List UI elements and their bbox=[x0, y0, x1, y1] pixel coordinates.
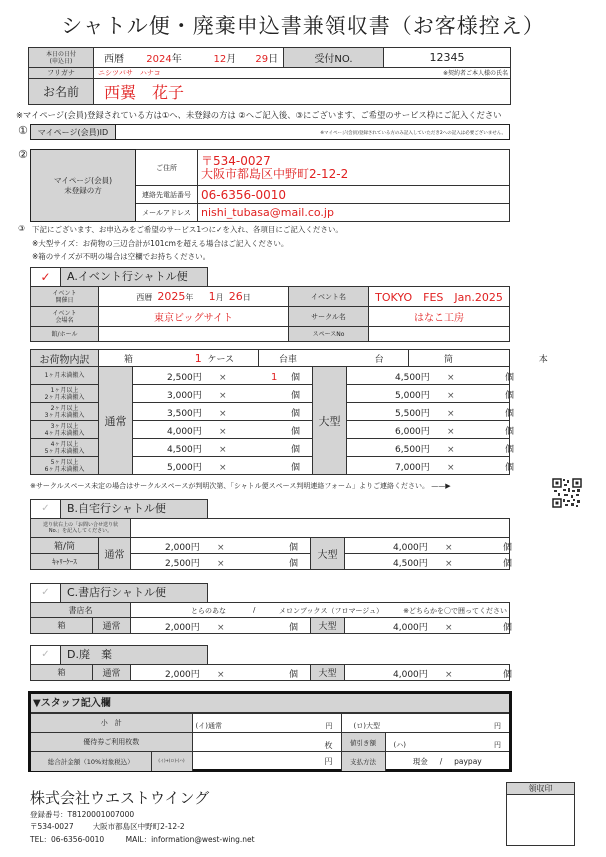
period1: 4ヶ月以上 bbox=[50, 440, 79, 448]
service-b-large-row-2[interactable] bbox=[345, 554, 513, 570]
period-label bbox=[31, 367, 99, 385]
times: × bbox=[219, 391, 227, 401]
unit: 個 bbox=[505, 427, 515, 437]
service-a-header bbox=[30, 267, 208, 287]
label-line2: 未登録の方 bbox=[64, 185, 102, 195]
period2: 2ヶ月未満搬入 bbox=[44, 393, 85, 401]
unregistered-label bbox=[31, 150, 136, 222]
unit: 個 bbox=[291, 445, 301, 455]
month-unit: 月 bbox=[215, 293, 224, 302]
large-price: 5,500円 bbox=[395, 409, 430, 419]
unit: 個 bbox=[289, 623, 299, 633]
unit: 個 bbox=[289, 543, 299, 553]
large-price-field[interactable] bbox=[347, 421, 515, 439]
unit: 個 bbox=[505, 445, 515, 455]
box-count-field[interactable] bbox=[99, 350, 259, 367]
phone-label: 連絡先電話番号 bbox=[136, 186, 198, 204]
service-c-checkbox[interactable]: ✓ bbox=[31, 584, 61, 602]
tube-label: 筒 bbox=[444, 354, 454, 365]
service-c-table bbox=[30, 602, 513, 634]
application-date[interactable] bbox=[94, 48, 284, 68]
label-line1: マイページ(会員) bbox=[53, 175, 113, 185]
discount-label: 値引き額 bbox=[341, 733, 385, 752]
unit: 個 bbox=[291, 373, 301, 383]
tube-count-field[interactable] bbox=[409, 350, 548, 367]
normal-price: 2,000円 bbox=[165, 670, 200, 680]
large-size-label: 大型 bbox=[313, 367, 347, 475]
company-contact bbox=[30, 834, 255, 845]
box-qty: 1 bbox=[194, 351, 202, 365]
large-size-note: ※大型サイズ：お荷物の三辺合計が101cmを超える場合はご記入ください。 bbox=[32, 239, 289, 248]
normal-price-field[interactable] bbox=[133, 385, 313, 403]
period2: 5ヶ月未満搬入 bbox=[44, 447, 85, 455]
discount-field[interactable] bbox=[385, 733, 509, 752]
mail: MAIL：information@west-wing.net bbox=[125, 835, 255, 844]
staff-table bbox=[31, 713, 509, 771]
unit: 個 bbox=[291, 409, 301, 419]
coupon-count-label: 優待券ご利用枚数 bbox=[31, 733, 192, 752]
unit: 個 bbox=[505, 409, 515, 419]
qr-code-icon[interactable] bbox=[552, 478, 582, 508]
normal-label: (イ)通常 bbox=[195, 722, 222, 730]
normal-price: 5,000円 bbox=[167, 463, 202, 473]
period1: 1ヶ月未満搬入 bbox=[44, 372, 85, 379]
applicant-header-table bbox=[28, 47, 511, 105]
yen: 円 bbox=[494, 741, 501, 749]
venue-label1: イベント bbox=[52, 309, 77, 317]
payment-label: 支払方法 bbox=[341, 752, 385, 771]
normal-price-field[interactable] bbox=[133, 439, 313, 457]
discount-prefix: (ハ) bbox=[393, 741, 406, 749]
phone-field[interactable]: 06-6356-0010 bbox=[198, 186, 510, 204]
period-label bbox=[31, 457, 99, 475]
store-note: ※どちらかを〇で囲ってください bbox=[403, 607, 507, 615]
period2: 3ヶ月未満搬入 bbox=[44, 411, 85, 419]
times: × bbox=[445, 559, 453, 569]
name-field[interactable]: 西翼 花子 bbox=[94, 79, 511, 105]
service-b-normal-label: 通常 bbox=[99, 538, 131, 570]
date-label-line1: 本日の日付 bbox=[45, 50, 76, 58]
service-c-title: C.書店行シャトル便 bbox=[61, 584, 207, 602]
large-price: 4,500円 bbox=[395, 373, 430, 383]
service-d-normal-label: 通常 bbox=[93, 665, 131, 681]
tracking-label bbox=[31, 519, 131, 538]
space-note: ※サークルスペース未定の場合はサークルスペースが判明次第、「シャトル便スペース判明連絡フォーム」よりご連絡ください。 bbox=[30, 482, 429, 490]
store-separator: / bbox=[253, 606, 256, 614]
space-field[interactable] bbox=[369, 327, 510, 342]
service-b-normal-row-2[interactable] bbox=[131, 554, 311, 570]
period-label bbox=[31, 385, 99, 403]
service-d-table bbox=[30, 664, 513, 681]
payment-method-field[interactable] bbox=[385, 752, 509, 771]
normal-price: 2,500円 bbox=[165, 559, 200, 569]
receipt-no[interactable]: 12345 bbox=[384, 48, 511, 68]
arrow-icon: ——▶ bbox=[431, 482, 451, 490]
member-instruction: ※マイページ(会員)登録されている方は①へ、未登録の方は ②へご記入後、③にございます、ご希望のサービス枠にご記入ください bbox=[16, 110, 502, 120]
postal: 〒534-0027 bbox=[30, 822, 74, 831]
total-formula: (イ)+(ロ)-(ハ) bbox=[151, 752, 192, 771]
receipt-no-label: 受付NO. bbox=[284, 48, 384, 68]
staff-section-title: ▼スタッフ記入欄 bbox=[31, 694, 509, 713]
furigana-label: フリガナ bbox=[29, 68, 94, 79]
period1: 1ヶ月以上 bbox=[50, 386, 79, 394]
unit: 個 bbox=[503, 559, 513, 569]
circle-field[interactable]: はなこ工房 bbox=[369, 307, 510, 327]
times: × bbox=[447, 445, 455, 455]
venue-label2: 会場名 bbox=[55, 316, 74, 324]
large-price: 4,500円 bbox=[393, 559, 428, 569]
large-price-field[interactable] bbox=[347, 403, 515, 421]
email-field[interactable]: nishi_tubasa@mail.co.jp bbox=[198, 204, 510, 222]
tel: TEL：06-6356-0010 bbox=[30, 835, 105, 844]
unknown-size-note: ※箱のサイズが不明の場合は空欄でお持ちください。 bbox=[32, 252, 211, 261]
large-price: 6,500円 bbox=[395, 445, 430, 455]
normal-price: 2,000円 bbox=[165, 623, 200, 633]
total-field[interactable] bbox=[192, 752, 341, 771]
tracking-label2: No.」を記入してください。 bbox=[48, 528, 113, 534]
store-name-field[interactable] bbox=[131, 603, 510, 618]
payment-cash[interactable]: 現金 bbox=[412, 756, 428, 766]
service-a-checkbox[interactable]: ✓ bbox=[31, 268, 61, 286]
unit: 個 bbox=[289, 670, 299, 680]
total-label: 総合計金額（10%対象税込） bbox=[31, 752, 151, 771]
event-date-label bbox=[31, 287, 99, 307]
normal-price-field[interactable] bbox=[133, 421, 313, 439]
staff-section bbox=[28, 691, 512, 772]
large-price: 4,000円 bbox=[393, 623, 428, 633]
day-unit: 日 bbox=[242, 293, 251, 302]
service-c-box-label: 箱 bbox=[31, 618, 93, 634]
normal-price: 2,500円 bbox=[167, 373, 202, 383]
unit: 個 bbox=[291, 391, 301, 401]
times: × bbox=[447, 391, 455, 401]
times: × bbox=[219, 373, 227, 383]
service-b-large-row-1[interactable] bbox=[345, 538, 513, 554]
era: 西暦 bbox=[104, 54, 124, 65]
normal-price: 4,000円 bbox=[167, 427, 202, 437]
year: 2024 bbox=[146, 54, 172, 65]
service-d-checkbox[interactable]: ✓ bbox=[31, 646, 61, 664]
large-price-field[interactable] bbox=[347, 385, 515, 403]
service-d-box-label: 箱 bbox=[31, 665, 93, 681]
store-name-label: 書店名 bbox=[31, 603, 131, 618]
large-price-field[interactable] bbox=[347, 367, 515, 385]
cart-label: 台車 bbox=[279, 354, 298, 365]
times: × bbox=[219, 445, 227, 455]
payment-paypay[interactable]: paypay bbox=[454, 756, 482, 766]
service-c-normal-label: 通常 bbox=[93, 618, 131, 634]
box-label: 箱 bbox=[124, 354, 134, 365]
price-row bbox=[31, 367, 510, 385]
large-price-field[interactable] bbox=[347, 457, 515, 475]
year-unit: 年 bbox=[171, 54, 182, 65]
service-b-table bbox=[30, 518, 513, 570]
coupon-count-field[interactable] bbox=[192, 733, 341, 752]
times: × bbox=[219, 427, 227, 437]
company-registration: 登録番号：T8120001007000 bbox=[30, 810, 135, 819]
unit: 個 bbox=[505, 391, 515, 401]
receipt-stamp-box bbox=[506, 782, 575, 846]
unit: 個 bbox=[503, 543, 513, 553]
large-price: 7,000円 bbox=[395, 463, 430, 473]
address: 大阪市都島区中野町2-12-2 bbox=[92, 822, 185, 831]
service-d-large-label: 大型 bbox=[311, 665, 345, 681]
date-label-line2: (申込日) bbox=[49, 57, 73, 65]
service-c-large-label: 大型 bbox=[311, 618, 345, 634]
day-unit: 日 bbox=[268, 54, 279, 65]
period1: 2ヶ月以上 bbox=[50, 404, 79, 412]
service-c-large-field[interactable] bbox=[345, 618, 513, 634]
period-label bbox=[31, 403, 99, 421]
times: × bbox=[445, 670, 453, 680]
mypage-id-note: ※マイページ(会員)登録されている方のみ記入していただき2への記入は必要ございません。 bbox=[320, 131, 506, 136]
yen: 円 bbox=[324, 757, 333, 766]
service-d-header bbox=[30, 645, 208, 665]
large-price: 4,000円 bbox=[393, 670, 428, 680]
times: × bbox=[219, 409, 227, 419]
month: 1 bbox=[208, 290, 216, 303]
unit: 個 bbox=[505, 463, 515, 473]
tracking-label1: 送り状右上の「お問い合せ送り状 bbox=[43, 522, 119, 528]
venue-label bbox=[31, 307, 99, 327]
times: × bbox=[219, 463, 227, 473]
normal-price-field[interactable] bbox=[133, 403, 313, 421]
service-d-normal-field[interactable] bbox=[131, 665, 311, 681]
payment-sep: / bbox=[439, 756, 443, 766]
day: 29 bbox=[255, 54, 269, 65]
tracking-field[interactable] bbox=[131, 519, 510, 538]
space-label: スペースNo bbox=[289, 327, 369, 342]
furigana-note: ※契約者ご本人様の氏名 bbox=[442, 70, 508, 77]
large-price: 6,000円 bbox=[395, 427, 430, 437]
year: 2025 bbox=[157, 290, 186, 303]
times: × bbox=[447, 373, 455, 383]
times: × bbox=[445, 623, 453, 633]
carry-case-label: ｷｬﾘｰｹｰｽ bbox=[31, 554, 99, 570]
service-d-title: D.廃 棄 bbox=[61, 646, 207, 664]
store-toranoana[interactable]: とらのあな bbox=[191, 607, 226, 615]
hall-label: 館/ホール bbox=[31, 327, 99, 342]
normal-qty: 1 bbox=[271, 372, 278, 383]
service-a-title: A.イベント行シャトル便 bbox=[61, 268, 207, 286]
circle-label: サークル名 bbox=[289, 307, 369, 327]
times: × bbox=[217, 543, 225, 553]
section-1-number: ① bbox=[18, 124, 28, 137]
times: × bbox=[217, 623, 225, 633]
service-b-header bbox=[30, 499, 208, 519]
normal-price: 3,500円 bbox=[167, 409, 202, 419]
company-name: 株式会社ウエストウイング bbox=[30, 789, 210, 807]
period2: 4ヶ月未満搬入 bbox=[44, 429, 85, 437]
name-label: お名前 bbox=[29, 79, 94, 105]
service-a-breakdown-row bbox=[30, 349, 548, 367]
cart-unit: 台 bbox=[374, 354, 384, 365]
unit: 個 bbox=[291, 463, 301, 473]
normal-price: 4,500円 bbox=[167, 445, 202, 455]
times: × bbox=[217, 670, 225, 680]
period-label bbox=[31, 421, 99, 439]
furigana-value: ニシツバサ ハナコ bbox=[98, 69, 161, 77]
period-label bbox=[31, 439, 99, 457]
large-label: (ロ)大型 bbox=[353, 722, 380, 730]
month-unit: 月 bbox=[226, 54, 237, 65]
section-2-table bbox=[30, 149, 510, 222]
service-b-normal-row-1[interactable] bbox=[131, 538, 311, 554]
era: 西暦 bbox=[136, 293, 153, 302]
period2: 6ヶ月未満搬入 bbox=[44, 465, 85, 473]
case-label: ケース bbox=[207, 354, 235, 365]
times: × bbox=[447, 463, 455, 473]
month: 12 bbox=[213, 54, 227, 65]
normal-size-label: 通常 bbox=[99, 367, 133, 475]
address-label: ご住所 bbox=[136, 150, 198, 186]
period1: 3ヶ月以上 bbox=[50, 422, 79, 430]
times: × bbox=[445, 543, 453, 553]
section-3-number: ③ bbox=[18, 224, 26, 233]
service-b-title: B.自宅行シャトル便 bbox=[61, 500, 207, 518]
venue-field[interactable]: 東京ビッグサイト bbox=[99, 307, 289, 327]
times: × bbox=[447, 409, 455, 419]
service-d-large-field[interactable] bbox=[345, 665, 513, 681]
event-name-field[interactable]: TOKYO FES Jan.2025 bbox=[369, 287, 510, 307]
mypage-id-label: マイページ(会員)ID bbox=[31, 125, 116, 140]
subtotal-large-field[interactable] bbox=[341, 714, 509, 733]
subtotal-normal-field[interactable] bbox=[192, 714, 341, 733]
page-title: シャトル便・廃棄申込書兼領収書（お客様控え） bbox=[61, 14, 545, 38]
unit: 個 bbox=[291, 427, 301, 437]
normal-price: 3,000円 bbox=[167, 391, 202, 401]
yen: 円 bbox=[494, 722, 501, 730]
address-value: 大阪市都島区中野町2-12-2 bbox=[201, 166, 349, 181]
company-address bbox=[30, 821, 185, 832]
service-b-checkbox[interactable]: ✓ bbox=[31, 500, 61, 518]
normal-price: 2,000円 bbox=[165, 543, 200, 553]
large-price: 5,000円 bbox=[395, 391, 430, 401]
postal-code: 〒534-0027 bbox=[201, 153, 271, 168]
unit: 個 bbox=[505, 373, 515, 383]
period1: 5ヶ月以上 bbox=[50, 458, 79, 466]
furigana-field[interactable] bbox=[94, 68, 511, 79]
receipt-stamp-label: 領収印 bbox=[507, 783, 574, 795]
event-name-label: イベント名 bbox=[289, 287, 369, 307]
subtotal-label: 小 計 bbox=[31, 714, 192, 733]
times: × bbox=[217, 559, 225, 569]
normal-price-field[interactable] bbox=[133, 457, 313, 475]
service-a-event-table bbox=[30, 286, 510, 342]
date-label bbox=[29, 48, 94, 68]
service-b-large-label: 大型 bbox=[311, 538, 345, 570]
tube-unit: 本 bbox=[538, 354, 548, 365]
box-tube-label: 箱/筒 bbox=[31, 538, 99, 554]
email-label: メールアドレス bbox=[136, 204, 198, 222]
space-note bbox=[30, 481, 451, 491]
unit: 個 bbox=[503, 623, 513, 633]
day: 26 bbox=[228, 290, 243, 303]
hall-field[interactable] bbox=[99, 327, 289, 342]
year-unit: 年 bbox=[185, 293, 194, 302]
service-a-price-grid bbox=[30, 366, 515, 475]
times: × bbox=[447, 427, 455, 437]
store-melonbooks[interactable]: メロンブックス（フロマージュ） bbox=[279, 607, 384, 615]
unit: 個 bbox=[289, 559, 299, 569]
event-date-label2: 開催日 bbox=[55, 296, 74, 304]
event-date-field[interactable] bbox=[99, 287, 289, 307]
mypage-id-field[interactable] bbox=[116, 125, 510, 140]
section-3-instruction: 下記にございます、お申込みをご希望のサービス1つに✓を入れ、各項目にご記入ください。 bbox=[32, 225, 343, 234]
normal-price-field[interactable] bbox=[133, 367, 313, 385]
yen: 円 bbox=[325, 722, 333, 730]
service-c-normal-field[interactable] bbox=[131, 618, 311, 634]
cart-count-field[interactable] bbox=[259, 350, 409, 367]
large-price: 4,000円 bbox=[393, 543, 428, 553]
breakdown-label: お荷物内訳 bbox=[31, 350, 99, 367]
section-1-table bbox=[30, 124, 510, 140]
service-c-header bbox=[30, 583, 208, 603]
event-date-label1: イベント bbox=[52, 289, 77, 297]
address-field[interactable] bbox=[198, 150, 510, 186]
coupon-unit: 枚 bbox=[324, 741, 333, 750]
section-2-number: ② bbox=[18, 148, 28, 161]
unit: 個 bbox=[503, 670, 513, 680]
large-price-field[interactable] bbox=[347, 439, 515, 457]
